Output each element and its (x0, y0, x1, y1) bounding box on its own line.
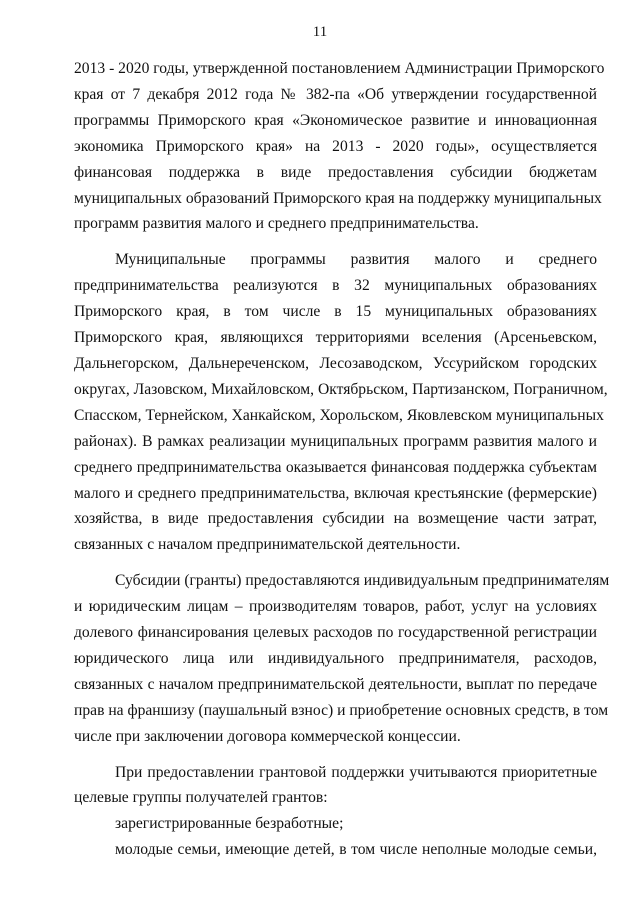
text-line: числе при заключении договора коммерческой концессии. (74, 727, 461, 745)
text-line: целевые группы получателей грантов: (74, 789, 328, 807)
paragraph-2 (74, 247, 608, 558)
text-line: финансовая поддержка в виде предоставления субсидии бюджетам (74, 163, 597, 181)
page-number: 11 (312, 24, 328, 40)
text-line: связанных с началом предпринимательской деятельности. (74, 536, 461, 554)
text-line: программ развития малого и среднего предпринимательства. (74, 215, 479, 233)
list-item (74, 837, 597, 863)
paragraph-1 (74, 56, 605, 237)
text-line: 2013 - 2020 годы, утвержденной постановлением Администрации Приморского (74, 60, 605, 77)
paragraph-3 (74, 568, 610, 749)
text-line: хозяйства, в виде предоставления субсидии на возмещение части затрат, (74, 510, 597, 528)
text-line: малого и среднего предпринимательства, включая крестьянские (фермерские) (74, 484, 597, 502)
text-line: прав на франшизу (паушальный взнос) и приобретение основных средств, в том (74, 701, 609, 719)
text-line: программы Приморского края «Экономическое развитие и инновационная (74, 111, 597, 129)
text-line: и юридическим лицам – производителям товаров, работ, услуг на условиях (74, 598, 597, 616)
text-line: Приморского края, являющихся территориями вселения (Арсеньевском, (74, 329, 597, 347)
text-line: Спасском, Тернейском, Ханкайском, Хорольском, Яковлевском муниципальных (74, 406, 604, 424)
text-line: среднего предпринимательства оказывается финансовая поддержка субъектам (74, 458, 597, 476)
text-line: При предоставлении грантовой поддержки учитываются приоритетные (115, 763, 597, 781)
text-line: края от 7 декабря 2012 года № 382-па «Об утверждении государственной (74, 85, 597, 103)
text-line: Приморского края, в том числе в 15 муниципальных образованиях (74, 303, 597, 321)
text-line: экономика Приморского края» на 2013 - 2020 годы», осуществляется (74, 137, 597, 155)
paragraph-4 (74, 760, 597, 812)
text-line: районах). В рамках реализации муниципальных программ развития малого и (74, 432, 597, 450)
text-line: юридического лица или индивидуального предпринимателя, расходов, (74, 649, 597, 667)
text-line: Субсидии (гранты) предоставляются индивидуальным предпринимателям (115, 572, 610, 590)
text-line: молодые семьи, имеющие детей, в том числе неполные молодые семьи, (115, 841, 597, 859)
text-line: зарегистрированные безработные; (115, 815, 344, 833)
text-line: долевого финансирования целевых расходов по государственной регистрации (74, 624, 597, 642)
text-line: предпринимательства реализуются в 32 муниципальных образованиях (74, 277, 597, 295)
list-item (74, 811, 597, 837)
text-line: округах, Лазовском, Михайловском, Октябрьском, Партизанском, Пограничном, (74, 380, 608, 398)
text-line: муниципальных образований Приморского края на поддержку муниципальных (74, 189, 602, 207)
text-line: Муниципальные программы развития малого и среднего (115, 251, 597, 269)
text-line: связанных с началом предпринимательской деятельности, выплат по передаче (74, 675, 597, 693)
body-text (74, 56, 610, 863)
text-line: Дальнегорском, Дальнереченском, Лесозаводском, Уссурийском городских (74, 354, 597, 372)
